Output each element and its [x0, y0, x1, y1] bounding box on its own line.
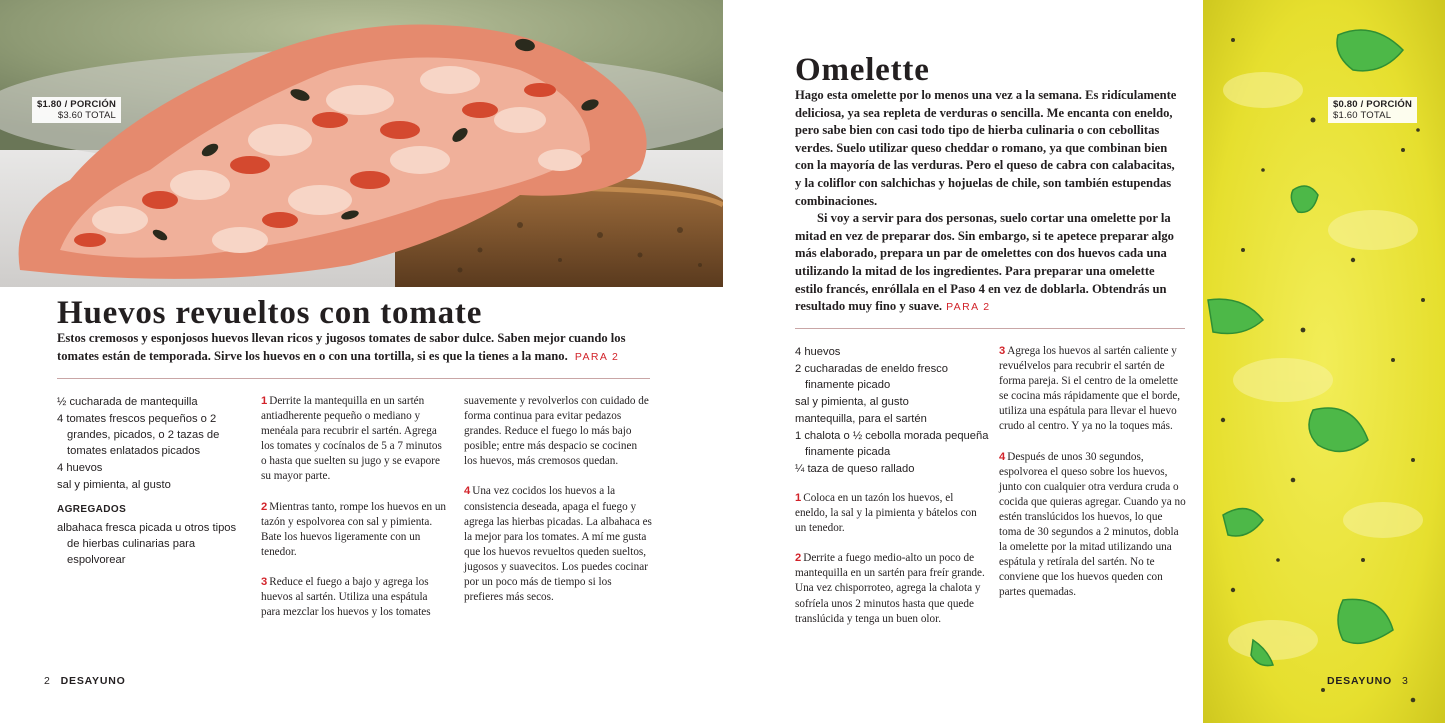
intro-paragraph [795, 210, 1178, 317]
ingredient-item: mantequilla, para el sartén [795, 413, 927, 425]
step-item [261, 394, 449, 485]
step-text: Coloca en un tazón los huevos, el eneldo, la sal y la pimienta y bátelos con un tenedor. [795, 492, 977, 535]
step-item [795, 491, 985, 536]
step-item [261, 575, 449, 620]
step-text: Después de unos 30 segundos, espolvorea el queso sobre los huevos, junto con cualquier otra verdura cruda o cocida que quieras agregar. Cuando ya no estén translúcidos los huevos, lo que toma de 30 segundos a 2 minutos, dobla la omelette por la mitad utilizando una espátula y retírala del sartén. No te conviene que los huevos queden con partes quemadas. [999, 450, 1186, 599]
price-total: $1.60 TOTAL [1333, 110, 1392, 121]
step-number: 2 [795, 552, 802, 565]
step-text: Una vez cocidos los huevos a la consistencia deseada, apaga el fuego y agrega las hierbas picadas. La albahaca es la mejor para los tomates. A mí me gusta que los huevos revueltos queden sueltos, jugosos y suavecitos. Los puedes cocinar por un poco más de tiempo si los prefieres más secos. [464, 485, 652, 604]
scrambled-eggs-illustration [0, 0, 723, 287]
step-number: 2 [261, 500, 268, 513]
serves-label: PARA 2 [574, 350, 620, 363]
ingredient-item: 4 huevos [57, 462, 103, 474]
steps-column-1 [261, 394, 449, 635]
page-number: 3 [1401, 675, 1409, 687]
step-number: 4 [999, 450, 1006, 463]
step-text: Mientras tanto, rompe los huevos en un tazón y espolvorea con sal y pimienta. Bate los huevos ligeramente con un tenedor. [261, 500, 447, 558]
step-item [464, 394, 652, 469]
intro-paragraph: Hago esta omelette por lo menos una vez a la semana. Es ridículamente deliciosa, ya sea repleta de verduras o sencilla. Me encanta con eneldo, pero sabe bien con casi todo tipo de hierba culinaria o con cebollitas verdes. Suelo utilizar queso cheddar o romano, ya que combinan bien con la mayoría de las verduras. Pero el queso de cabra con calabacitas, y la coliflor con salchichas y hojuelas de chile, son también estupendas combinaciones. [795, 88, 1177, 208]
page-number: 2 [44, 675, 51, 687]
step-text: Derrite la mantequilla en un sartén antiadherente pequeño o mediano y menéala para recubrir el sartén. Agrega los tomates y cocínalos de 5 a 7 minutos o hasta que suelten su jugo y se evapore su mayor parte. [261, 395, 442, 483]
scrambled-eggs-photo [0, 0, 723, 287]
recipe-title-scrambled-eggs: Huevos revueltos con tomate [57, 295, 483, 331]
price-tag-omelette [1328, 97, 1417, 123]
step-item [795, 551, 985, 626]
divider-rule [57, 378, 650, 379]
steps-column-3 [795, 491, 985, 642]
page-footer-left [44, 674, 126, 688]
price-per-serving: $0.80 / PORCIÓN [1333, 99, 1413, 110]
ingredient-item: 4 huevos [795, 346, 841, 358]
price-tag-scrambled-eggs [32, 97, 121, 123]
ingredients-list-scrambled-eggs [57, 394, 237, 569]
step-item [261, 500, 449, 560]
divider-rule [795, 328, 1185, 329]
section-name: DESAYUNO [1327, 675, 1392, 687]
step-item [999, 450, 1187, 601]
step-number: 1 [261, 395, 268, 407]
step-number: 4 [464, 485, 471, 498]
ingredient-item: 2 cucharadas de eneldo fresco finamente picado [795, 363, 948, 391]
step-item [464, 484, 652, 605]
intro-text: Estos cremosos y esponjosos huevos llevan ricos y jugosos tomates de sabor dulce. Saben mejor cuando los tomates están de temporada. Sirve los huevos en o con una tortilla, si es que la tienes a la mano. [57, 331, 626, 363]
step-item [999, 344, 1187, 435]
price-total: $3.60 TOTAL [57, 110, 117, 121]
ingredient-item: ½ cucharada de mantequilla [57, 396, 198, 408]
recipe-intro-omelette [795, 87, 1178, 317]
step-number: 3 [261, 575, 268, 588]
serves-label: PARA 2 [946, 301, 991, 314]
step-text: Reduce el fuego a bajo y agrega los huevos al sartén. Utiliza una espátula para mezclar los huevos y los tomates [261, 575, 431, 619]
recipe-title-omelette: Omelette [795, 52, 930, 88]
section-name: DESAYUNO [60, 675, 126, 687]
step-text: Derrite a fuego medio-alto un poco de mantequilla en un sartén para freír grande. Una vez chisporroteo, agrega la chalota y sofríela unos 2 minutos hasta que quede translúcida y tenga un buen olor. [795, 552, 985, 625]
price-per-serving: $1.80 / PORCIÓN [37, 99, 117, 110]
ingredient-item: sal y pimienta, al gusto [795, 396, 909, 408]
ingredient-item: 1 chalota o ½ cebolla morada pequeña finamente picada [795, 430, 989, 458]
step-number: 1 [795, 492, 802, 504]
ingredients-list-omelette [795, 344, 990, 478]
extra-item: albahaca fresca picada u otros tipos de hierbas culinarias para espolvorear [57, 522, 237, 566]
steps-column-2 [464, 394, 652, 620]
extras-heading: AGREGADOS [57, 504, 127, 515]
page-footer-right [1327, 674, 1409, 688]
recipe-intro-scrambled-eggs [57, 330, 632, 366]
step-text: suavemente y revolverlos con cuidado de forma continua para evitar pedazos grandes. Reduce el fuego lo más bajo posible; entre más despacio se cocinen los huevos, más cremosos quedan. [464, 395, 649, 468]
steps-column-4 [999, 344, 1187, 616]
step-number: 3 [999, 345, 1006, 357]
ingredient-item: sal y pimienta, al gusto [57, 479, 171, 491]
ingredient-item: 4 tomates frescos pequeños o 2 grandes, picados, o 2 tazas de tomates enlatados picados [57, 413, 220, 457]
step-text: Agrega los huevos al sartén caliente y revuélvelos para recubrir el sartén de forma pareja. Si el centro de la omelette se cocina más rápidamente que el borde, utiliza una espátula para llevar el huevo crudo al centro. Y ya no la toques más. [999, 345, 1181, 433]
ingredient-item: ¼ taza de queso rallado [795, 463, 915, 475]
intro-text: Si voy a servir para dos personas, suelo cortar una omelette por la mitad en vez de preparar dos. Sin embargo, si te apetece preparar algo más elaborado, prepara un par de omelettes con dos huevos cada una utilizando la mitad de los ingredientes. Para preparar una omelette estilo francés, enróllala en el Paso 4 en vez de doblarla. Obtendrás un resultado muy fino y suave. [795, 211, 1174, 314]
